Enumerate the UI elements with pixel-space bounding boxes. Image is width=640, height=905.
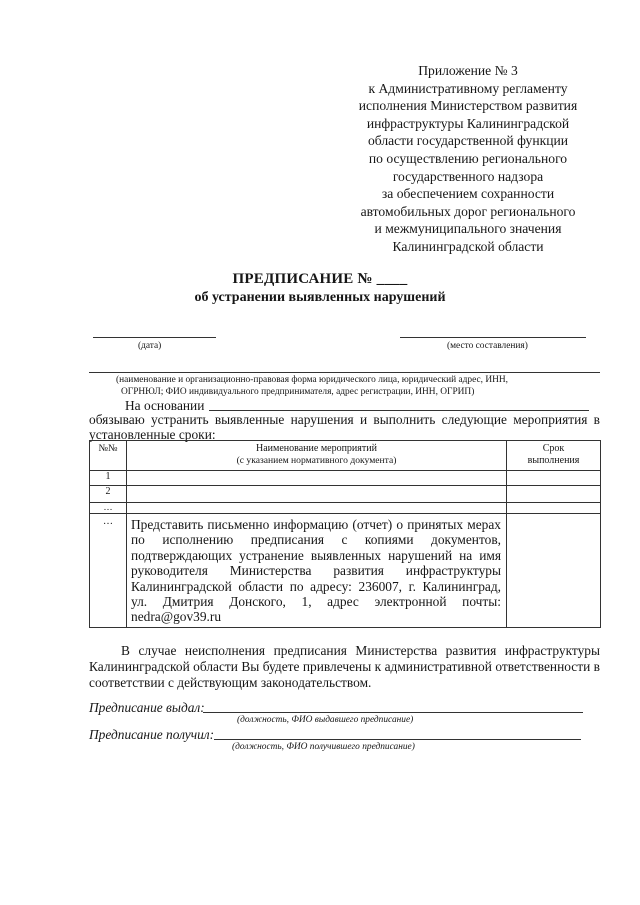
row-deadline-cell[interactable]	[507, 514, 601, 628]
header-deadline-title: Срок	[542, 443, 565, 454]
actions-table	[89, 440, 601, 628]
place-caption: (место составления)	[447, 341, 528, 351]
warning-line-1: В случае неисполнения предписания Министерства развития инфраструктуры	[121, 643, 600, 658]
table-row	[90, 503, 601, 514]
header-num: №№	[90, 441, 127, 471]
date-field-line[interactable]	[93, 337, 216, 338]
row-action-cell[interactable]	[127, 486, 507, 503]
appendix-line: и межмуниципального значения	[374, 221, 562, 237]
row-number: …	[90, 514, 127, 628]
row-number: 2	[90, 486, 127, 503]
report-line: подтверждающих устранение выявленных нарушений на имя	[131, 547, 501, 563]
report-line: Представить письменно информацию (отчет) о принятых мерах	[131, 517, 501, 532]
appendix-line: области государственной функции	[367, 133, 569, 149]
issued-by-label: Предписание выдал:	[89, 700, 205, 715]
row-action-cell[interactable]	[127, 471, 507, 486]
received-by-caption: (должность, ФИО получившего предписание)	[232, 742, 415, 752]
row-deadline-cell[interactable]	[507, 471, 601, 486]
report-line: руководителя Министерства развития инфраструктуры	[131, 563, 501, 579]
row-action-report	[127, 514, 507, 628]
table-header-row	[90, 441, 601, 471]
report-email: nedra@gov39.ru	[131, 609, 222, 625]
table-row	[90, 486, 601, 503]
date-caption: (дата)	[138, 341, 162, 351]
table-row	[90, 514, 601, 628]
row-number: …	[90, 503, 127, 514]
basis-label: На основании	[125, 398, 205, 413]
appendix-line: за обеспечением сохранности	[381, 186, 555, 202]
warning-text-3: соответствии с действующим законодательством.	[89, 675, 372, 690]
appendix-line: к Административному регламенту	[368, 80, 568, 96]
appendix-header	[318, 62, 618, 256]
organization-field-line[interactable]	[89, 372, 600, 373]
appendix-line: автомобильных дорог регионального	[360, 203, 576, 219]
organization-caption-1: (наименование и организационно-правовая форма юридического лица, юридический адрес, ИНН,	[116, 375, 508, 385]
header-action-note: (с указанием нормативного документа)	[236, 455, 397, 466]
issued-by-caption: (должность, ФИО выдавшего предписание)	[237, 715, 414, 725]
report-line: Калининградской области по адресу: 236007, г. Калининград,	[131, 578, 501, 594]
appendix-line: по осуществлению регионального	[368, 150, 568, 166]
row-number: 1	[90, 471, 127, 486]
document-subtitle: об устранении выявленных нарушений	[194, 290, 446, 305]
report-line: ул. Дмитрия Донского, 1, адрес электронной почты:	[131, 594, 501, 610]
organization-caption-2: ОГРНЮЛ; ФИО индивидуального предпринимателя, адрес регистрации, ИНН, ОГРИП)	[121, 387, 475, 397]
row-action-cell[interactable]	[127, 503, 507, 514]
obligation-text-1: обязываю устранить выявленные нарушения и выполнить следующие мероприятия в	[89, 412, 600, 427]
table-row	[90, 471, 601, 486]
row-deadline-cell[interactable]	[507, 486, 601, 503]
appendix-line: исполнения Министерством развития	[358, 98, 578, 114]
row-deadline-cell[interactable]	[507, 503, 601, 514]
appendix-line: государственного надзора	[392, 168, 544, 184]
appendix-line: Приложение № 3	[418, 63, 518, 78]
warning-text-2: Калининградской области Вы будете привлечены к административной ответственности в	[89, 659, 600, 674]
appendix-line: Калининградской области	[392, 238, 544, 254]
received-by-label: Предписание получил:	[89, 727, 215, 742]
header-deadline	[507, 441, 601, 471]
document-title: ПРЕДПИСАНИЕ № ____	[232, 271, 408, 287]
report-line: по исполнению предписания с копиями документов,	[131, 532, 501, 548]
header-deadline-sub: выполнения	[527, 455, 580, 466]
place-field-line[interactable]	[400, 337, 586, 338]
warning-text-1	[89, 643, 600, 659]
appendix-line: инфраструктуры Калининградской	[366, 115, 570, 131]
header-action	[127, 441, 507, 471]
basis-field-line[interactable]	[209, 410, 589, 411]
obligation-text-2: установленные сроки:	[89, 427, 216, 442]
issued-by-field-line[interactable]	[203, 712, 583, 713]
header-action-title: Наименование мероприятий	[256, 443, 377, 454]
received-by-field-line[interactable]	[214, 739, 581, 740]
